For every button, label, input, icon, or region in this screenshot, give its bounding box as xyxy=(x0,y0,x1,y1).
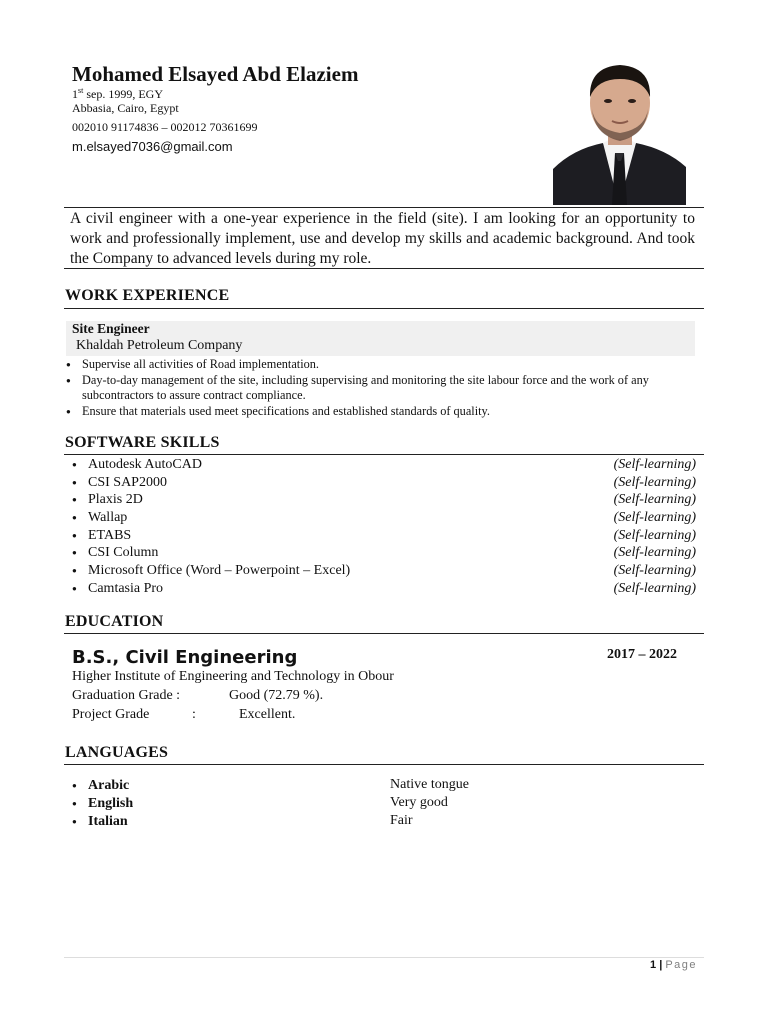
skill-name: Autodesk AutoCAD xyxy=(88,457,202,472)
section-rule xyxy=(64,764,704,765)
skill-name: CSI SAP2000 xyxy=(88,474,167,490)
list-item xyxy=(72,527,696,545)
work-experience-heading: WORK EXPERIENCE xyxy=(65,287,230,304)
list-item: ● Day-to-day management of the site, including supervising and monitoring the site labour force and the work of any subcontractors to assure contract compliance. xyxy=(64,373,704,404)
divider xyxy=(64,207,704,208)
language-level: Fair xyxy=(390,813,413,828)
language-name: Italian xyxy=(88,814,128,829)
company-name: Khaldah Petroleum Company xyxy=(76,338,243,353)
list-item xyxy=(72,456,696,474)
list-item xyxy=(72,562,696,580)
skill-note: (Self-learning) xyxy=(613,492,696,508)
skill-note: (Self-learning) xyxy=(613,563,696,579)
skill-note: (Self-learning) xyxy=(613,580,696,596)
page-label: Page xyxy=(665,959,698,971)
language-level: Native tongue xyxy=(390,777,469,792)
phone-numbers: 002010 91174836 – 002012 70361699 xyxy=(72,120,258,134)
skill-name: Microsoft Office (Word – Powerpoint – Excel) xyxy=(88,563,351,579)
list-item: ● Ensure that materials used meet specifications and established standards of quality. xyxy=(64,404,704,420)
skill-note: (Self-learning) xyxy=(613,474,696,490)
skill-name: Plaxis 2D xyxy=(88,492,143,508)
skill-name: Wallap xyxy=(88,510,128,526)
languages-heading: LANGUAGES xyxy=(65,744,169,761)
section-rule xyxy=(64,308,704,309)
degree-title: B.S., Civil Engineering xyxy=(72,647,298,668)
list-item xyxy=(72,474,696,492)
footer-separator: | xyxy=(659,959,663,971)
profile-photo xyxy=(553,57,686,205)
skill-name: CSI Column xyxy=(88,545,159,561)
graduation-grade-value: Good (72.79 %). xyxy=(229,688,324,703)
skill-note: (Self-learning) xyxy=(613,457,696,472)
section-rule xyxy=(64,633,704,634)
language-name: English xyxy=(88,796,134,811)
work-duties-list xyxy=(64,357,704,420)
email-address: m.elsayed7036@gmail.com xyxy=(72,139,233,154)
section-rule xyxy=(64,454,704,455)
footer-rule xyxy=(64,957,704,958)
list-item xyxy=(72,491,696,509)
skill-name: ETABS xyxy=(88,527,132,543)
list-item xyxy=(72,509,696,527)
list-item: ● Supervise all activities of Road implementation. xyxy=(64,357,704,373)
project-grade-value: Excellent. xyxy=(239,707,296,722)
project-grade-colon: : xyxy=(192,707,196,722)
list-item xyxy=(72,813,692,831)
candidate-name: Mohamed Elsayed Abd Elaziem xyxy=(72,62,359,86)
dob-suffix: st xyxy=(78,86,84,95)
list-item xyxy=(72,795,692,813)
page-footer xyxy=(650,959,697,971)
job-title: Site Engineer xyxy=(72,321,150,336)
languages-list xyxy=(72,777,692,831)
divider xyxy=(64,268,704,269)
career-summary: A civil engineer with a one-year experience in the field (site). I am looking for an opportunity to work and professionally implement, use and develop my skills and academic background. And took the Company to advanced levels during my role. xyxy=(70,210,695,267)
language-level: Very good xyxy=(390,795,448,810)
skill-name: Camtasia Pro xyxy=(88,580,164,596)
language-name: Arabic xyxy=(88,778,130,793)
list-item xyxy=(72,580,696,598)
skill-note: (Self-learning) xyxy=(613,545,696,561)
list-item xyxy=(72,777,692,795)
dob-day: 1 xyxy=(72,87,78,101)
skill-note: (Self-learning) xyxy=(613,527,696,543)
address: Abbasia, Cairo, Egypt xyxy=(72,101,179,115)
study-years: 2017 – 2022 xyxy=(607,647,677,662)
dob-rest: sep. 1999, EGY xyxy=(83,87,164,101)
date-of-birth xyxy=(72,86,163,102)
institute-name: Higher Institute of Engineering and Technology in Obour xyxy=(72,669,394,684)
page-number: 1 xyxy=(650,959,657,971)
education-heading: EDUCATION xyxy=(65,613,164,630)
list-item xyxy=(72,544,696,562)
graduation-grade-label: Graduation Grade : xyxy=(72,688,181,703)
skill-note: (Self-learning) xyxy=(613,510,696,526)
software-skills-list xyxy=(72,456,696,598)
project-grade-label: Project Grade xyxy=(72,707,150,722)
software-skills-heading: SOFTWARE SKILLS xyxy=(65,434,220,451)
